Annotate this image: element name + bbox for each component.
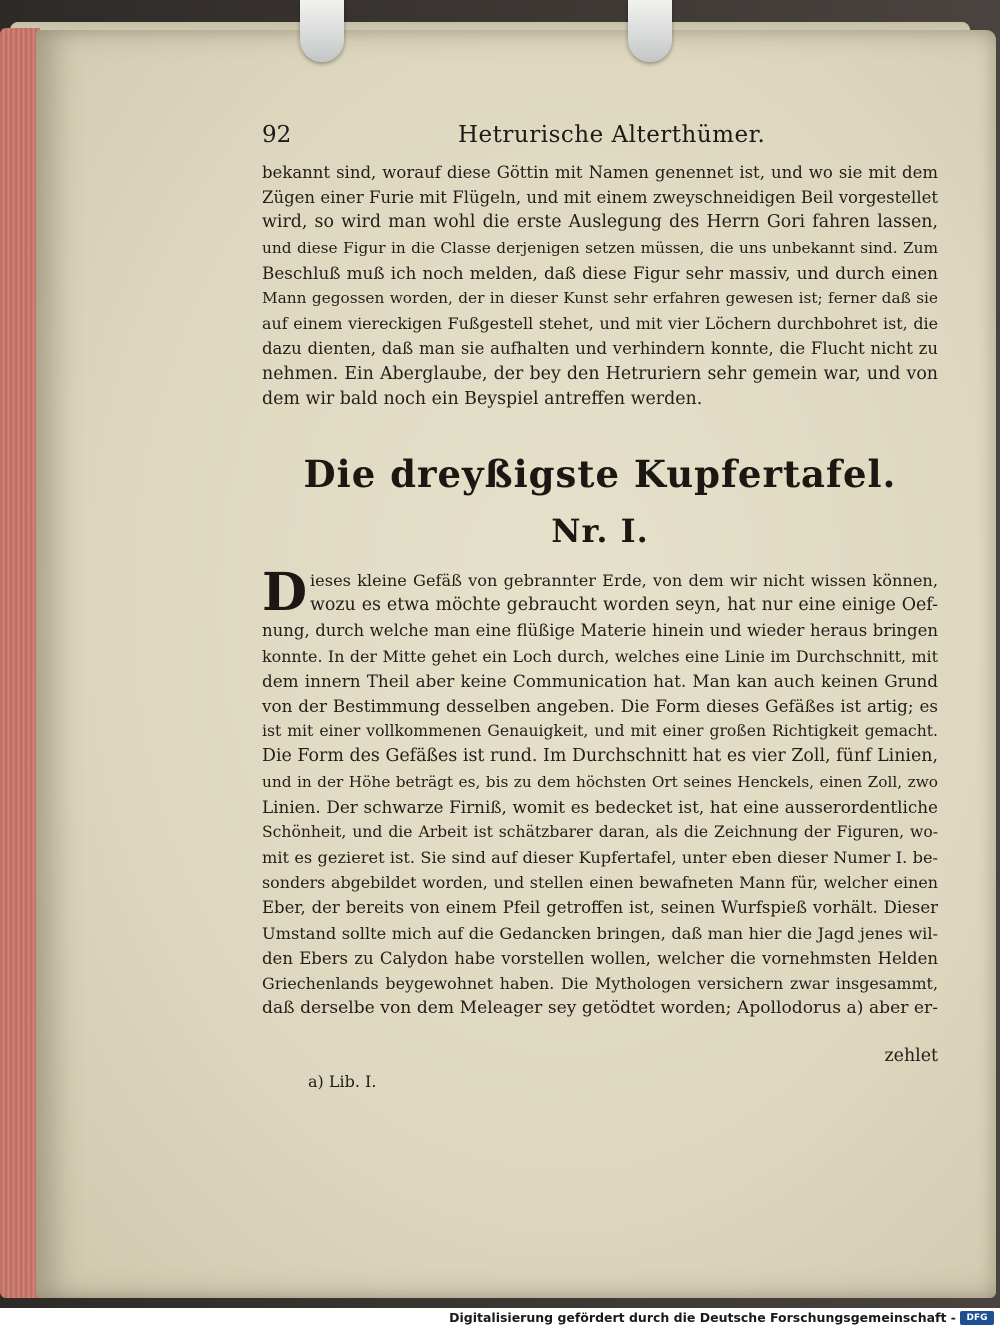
text-line: Griechenlands beygewohnet haben. Die Mythologen versichern zwar insgesammt, <box>262 974 938 993</box>
paragraph-plate-description <box>262 562 938 1021</box>
text-line: wozu es etwa möchte gebraucht worden seyn, hat nur eine einige Oef- <box>310 595 938 616</box>
text-line: Umstand sollte mich auf die Gedancken bringen, daß man hier die Jagd jenes wil- <box>262 923 938 943</box>
text-line: dazu dienten, daß man sie aufhalten und verhindern konnte, die Flucht nicht zu <box>262 339 938 359</box>
text-line: von der Bestimmung desselben angeben. Die Form dieses Gefäßes ist artig; es <box>262 695 938 716</box>
text-line: Zügen einer Furie mit Flügeln, und mit einem zweyschneidigen Beil vorgestellet <box>262 188 938 208</box>
text-line: nehmen. Ein Aberglaube, der bey den Hetruriern sehr gemein war, und von <box>262 363 938 384</box>
dfg-logo <box>960 1311 994 1325</box>
drop-cap: D <box>262 562 308 623</box>
running-head <box>262 122 942 156</box>
page-number: 92 <box>262 122 292 148</box>
paragraph-continued <box>262 160 938 412</box>
text-line: konnte. In der Mitte gehet ein Loch durch, welches eine Linie im Durchschnitt, mit <box>262 646 938 666</box>
funding-notice: Digitalisierung gefördert durch die Deutsche Forschungsgemeinschaft - <box>449 1310 956 1325</box>
running-head-title: Hetrurische Alterthümer. <box>458 122 766 148</box>
text-line: Eber, der bereits von einem Pfeil getroffen ist, seinen Wurfspieß vorhält. Dieser <box>262 898 938 918</box>
text-line: dem innern Theil aber keine Communication hat. Man kan auch keinen Grund <box>262 670 938 691</box>
text-line: Mann gegossen worden, der in dieser Kunst sehr erfahren gewesen ist; ferner daß sie <box>262 288 938 307</box>
text-line: wird, so wird man wohl die erste Auslegung des Herrn Gori fahren lassen, <box>262 212 938 233</box>
plate-heading: Die dreyßigste Kupfertafel. <box>303 452 897 496</box>
text-line: den Ebers zu Calydon habe vorstellen wollen, welcher die vornehmsten Helden <box>262 948 938 968</box>
text-line: Beschluß muß ich noch melden, daß diese Figur sehr massiv, und durch einen <box>262 262 938 283</box>
text-line: Linien. Der schwarze Firniß, womit es bedecket ist, hat eine ausserordentliche <box>262 796 938 817</box>
text-line: sonders abgebildet worden, und stellen einen bewafneten Mann für, welcher einen <box>262 873 938 893</box>
text-line: auf einem viereckigen Fußgestell stehet, und mit vier Löchern durchbohret ist, die <box>262 314 938 334</box>
digitization-footer <box>0 1308 1000 1328</box>
text-line: und diese Figur in die Classe derjenigen setzen müssen, die uns unbekannt sind. Zum <box>262 238 938 257</box>
text-line: nung, durch welche man eine flüßige Materie hinein und wieder heraus bringen <box>262 621 938 641</box>
dfg-logo-text: DFG <box>966 1313 988 1323</box>
text-line: mit es gezieret ist. Sie sind auf dieser Kupfertafel, unter eben dieser Numer I. be- <box>262 848 938 868</box>
footnote: a) Lib. I. <box>308 1072 377 1091</box>
plate-number-heading: Nr. I. <box>551 512 649 550</box>
text-line: ist mit einer vollkommenen Genauigkeit, und mit einer großen Richtigkeit gemacht. <box>262 722 938 741</box>
text-line: bekannt sind, worauf diese Göttin mit Namen genennet ist, und wo sie mit dem <box>262 163 938 182</box>
text-line: und in der Höhe beträgt es, bis zu dem höchsten Ort seines Henckels, einen Zoll, zwo <box>262 772 938 791</box>
page-stack-edge <box>0 28 40 1298</box>
catchword: zehlet <box>884 1046 938 1066</box>
text-line: dem wir bald noch ein Beyspiel antreffen werden. <box>262 388 703 409</box>
text-line: ieses kleine Gefäß von gebrannter Erde, von dem wir nicht wissen können, <box>310 571 938 590</box>
text-line: Die Form des Gefäßes ist rund. Im Durchschnitt hat es vier Zoll, fünf Linien, <box>262 746 938 767</box>
page-clip-left <box>300 0 344 62</box>
text-line: Schönheit, und die Arbeit ist schätzbarer daran, als die Zeichnung der Figuren, wo- <box>262 822 938 841</box>
text-line: daß derselbe von dem Meleager sey getödtet worden; Apollodorus a) aber er- <box>262 998 938 1019</box>
page-clip-right <box>628 0 672 62</box>
